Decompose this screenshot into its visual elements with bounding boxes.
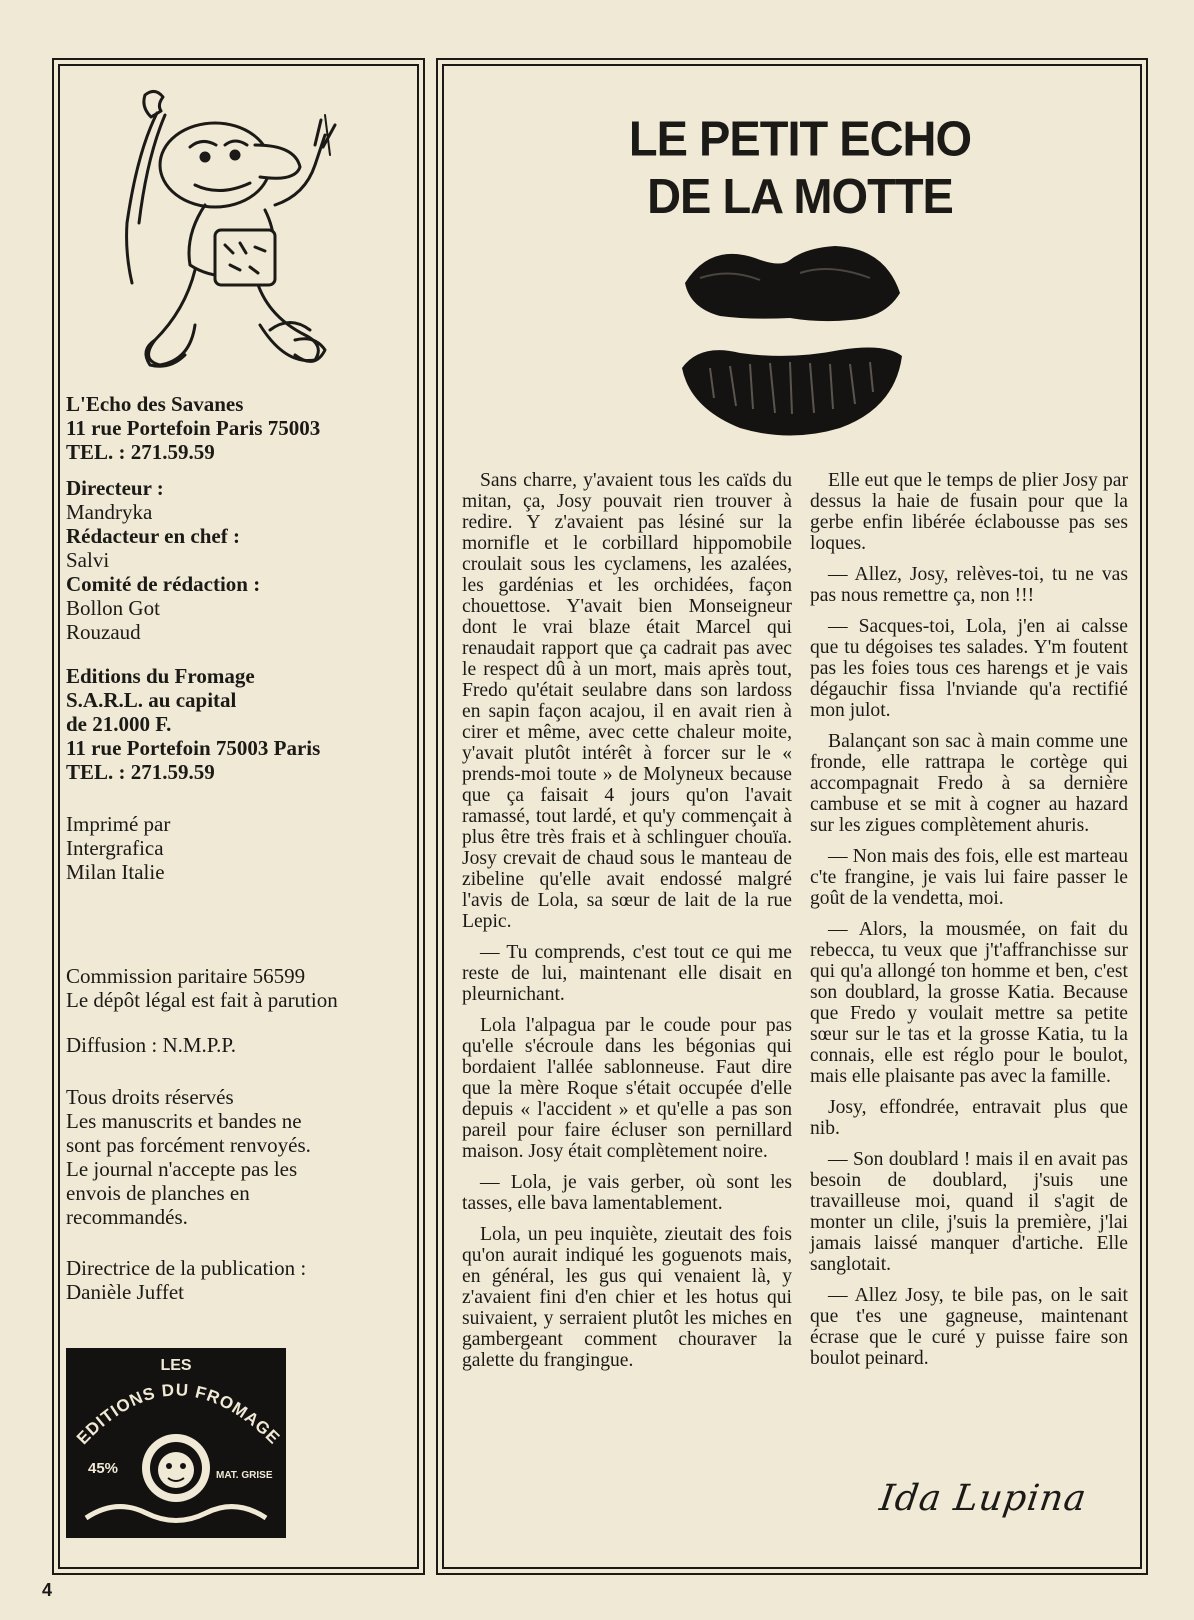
diffusion-info (66, 1033, 411, 1057)
printer-line: Imprimé par (66, 812, 171, 836)
redacteur-name: Salvi (66, 548, 110, 572)
stamp-mat-grise: MAT. GRISE (216, 1470, 273, 1481)
page-number: 4 (42, 1580, 53, 1600)
article-column-1 (462, 470, 792, 1381)
article-paragraph: Balançant son sac à main comme une fronde, elle rattrapa le cortège qui accompagnait Fredo à sa dernière cambuse et se mit à cogner au hazard sur les zigues complètement ahuris. (810, 731, 1128, 836)
commission-info (66, 964, 411, 1012)
editions-line: de 21.000 F. (66, 712, 172, 736)
rights-line: sont pas forcément renvoyés. (66, 1133, 311, 1157)
article-paragraph: — Allez Josy, te bile pas, on le sait que t'es une gagneuse, maintenant écrase que le curé y puisse faire son boulot peinard. (810, 1285, 1128, 1369)
article-paragraph: — Son doublard ! mais il en avait pas besoin de doublard, j'suis une travailleuse moi, quand il s'agit de monter un clile, j'suis la première, j'lai jamais laissé manquer d'artiche. Elle sanglotait. (810, 1149, 1128, 1275)
article-title-line: LE PETIT ECHO (628, 110, 972, 166)
rights-line: recommandés. (66, 1205, 188, 1229)
mascot-illustration (95, 85, 355, 385)
rights-info (66, 1085, 411, 1229)
rights-line: Le journal n'accepte pas les (66, 1157, 298, 1181)
article-paragraph: — Tu comprends, c'est tout ce qui me reste de lui, maintenant elle disait en pleurnichant. (462, 942, 792, 1005)
comite-label: Comité de rédaction : (66, 572, 261, 596)
comite-member: Bollon Got (66, 596, 160, 620)
editions-stamp-logo (66, 1348, 286, 1538)
article-paragraph: — Allez, Josy, relèves-toi, tu ne vas pas nous remettre ça, non !!! (810, 564, 1128, 606)
printer-info (66, 812, 411, 884)
article-paragraph: — Alors, la mousmée, on fait du rebecca, tu veux que j't'affranchisse sur qui qu'a allongé ton homme et ben, c'est son doublard, la grosse Katia. Because que Fredo y voulait mettre sa petite sœur sur le tas et la grosse Katia, tu la connais, elle est réglo pour le boulot, mais elle plaisante pas avec la famille. (810, 919, 1128, 1087)
article-title (600, 109, 1000, 225)
rights-line: envois de planches en (66, 1181, 250, 1205)
article-paragraph: Sans charre, y'avaient tous les caïds du mitan, ça, Josy pouvait rien trouver à redire. Y z'avaient pas lésiné sur la mornifle et le corbillard hippomobile croulait sous les cyclamens, les azalées, les gardénias et les orchidées, façon chouettose. Y'avait bien Monseigneur dont le vrai blaze était Marcel qui renaudait rapport que ça cadrait pas avec le respect dû à un mort, mais après tout, Fredo qu'était seulabre dans son lardoss en sapin façon acajou, il en avait rien à cirer et même, avec cette chaleur moite, y'avait plutôt intérêt à forcer sur le « prends-moi toute » de Molyneux because que ça faisait 4 jours qu'on l'avait ramassé, tout lardé, et qu'y commençait à plus être très frais et à schlinguer chouïa. Josy crevait de chaud sous le manteau de zibeline qu'elle avait endossé malgré l'avis de Lola, sa sœur de lait de la rue Lepic. (462, 470, 792, 932)
article-paragraph: — Sacques-toi, Lola, j'en ai calsse que tu dégoises tes salades. Y'm foutent pas les foies tous ces harengs et je vais dégauchir fissa l'nviande qu'a rectifié mon julot. (810, 616, 1128, 721)
article-paragraph: Josy, effondrée, entravait plus que nib. (810, 1097, 1128, 1139)
article-paragraph: Lola l'alpagua par le coude pour pas qu'elle s'écroule dans les bégonias qui bordaient l'allée sablonneuse. Faut dire que la mère Roque s'était occupée d'elle depuis « l'accident » et qu'elle a pas son pareil pour faire écluser son pernillard maison. Josy était complètement noire. (462, 1015, 792, 1162)
directeur-label: Directeur : (66, 476, 164, 500)
editions-line: S.A.R.L. au capital (66, 688, 237, 712)
staff-info (66, 476, 411, 644)
publication-name: L'Echo des Savanes (66, 392, 244, 416)
commission-line: Commission paritaire 56599 (66, 964, 306, 988)
editions-line: Editions du Fromage (66, 664, 255, 688)
article-paragraph: — Lola, je vais gerber, où sont les tasses, elle bava lamentablement. (462, 1172, 792, 1214)
editions-info (66, 664, 411, 784)
commission-line: Le dépôt légal est fait à parution (66, 988, 338, 1012)
comite-member: Rouzaud (66, 620, 141, 644)
article-paragraph: Elle eut que le temps de plier Josy par dessus la haie de fusain pour que la gerbe enfin libérée éclabousse pas ses loques. (810, 470, 1128, 554)
printer-line: Intergrafica (66, 836, 164, 860)
redacteur-label: Rédacteur en chef : (66, 524, 240, 548)
printer-line: Milan Italie (66, 860, 165, 884)
directrice-info (66, 1256, 411, 1304)
directeur-name: Mandryka (66, 500, 153, 524)
diffusion-line: Diffusion : N.M.P.P. (66, 1033, 236, 1057)
stamp-top-text: LES (160, 1357, 192, 1374)
stamp-percent: 45% (88, 1460, 119, 1477)
publication-phone: TEL. : 271.59.59 (66, 440, 215, 464)
article-paragraph: Lola, un peu inquiète, zieutait des fois qu'on aurait indiqué les goguenots mais, en général, les gus qui venaient là, y z'avaient fini d'en chier et les hotus qui suivaient, y serraient plutôt les miches en gambergeant comment chouraver la galette du frangingue. (462, 1224, 792, 1371)
author-signature: Ida Lupina (877, 1478, 1090, 1519)
directrice-name: Danièle Juffet (66, 1280, 184, 1304)
editions-line: TEL. : 271.59.59 (66, 760, 215, 784)
rights-line: Les manuscrits et bandes ne (66, 1109, 302, 1133)
directrice-label: Directrice de la publication : (66, 1256, 307, 1280)
article-paragraph: — Non mais des fois, elle est marteau c'te frangine, je vais lui faire passer le goût de la vendetta, moi. (810, 846, 1128, 909)
rights-line: Tous droits réservés (66, 1085, 234, 1109)
editions-line: 11 rue Portefoin 75003 Paris (66, 736, 321, 760)
article-column-2 (810, 470, 1128, 1379)
lips-print-illustration (670, 238, 910, 443)
stamp-arc-text: EDITIONS DU FROMAGE (72, 1380, 284, 1449)
article-title-line: DE LA MOTTE (647, 168, 953, 224)
publication-info (66, 392, 411, 464)
publication-address: 11 rue Portefoin Paris 75003 (66, 416, 321, 440)
